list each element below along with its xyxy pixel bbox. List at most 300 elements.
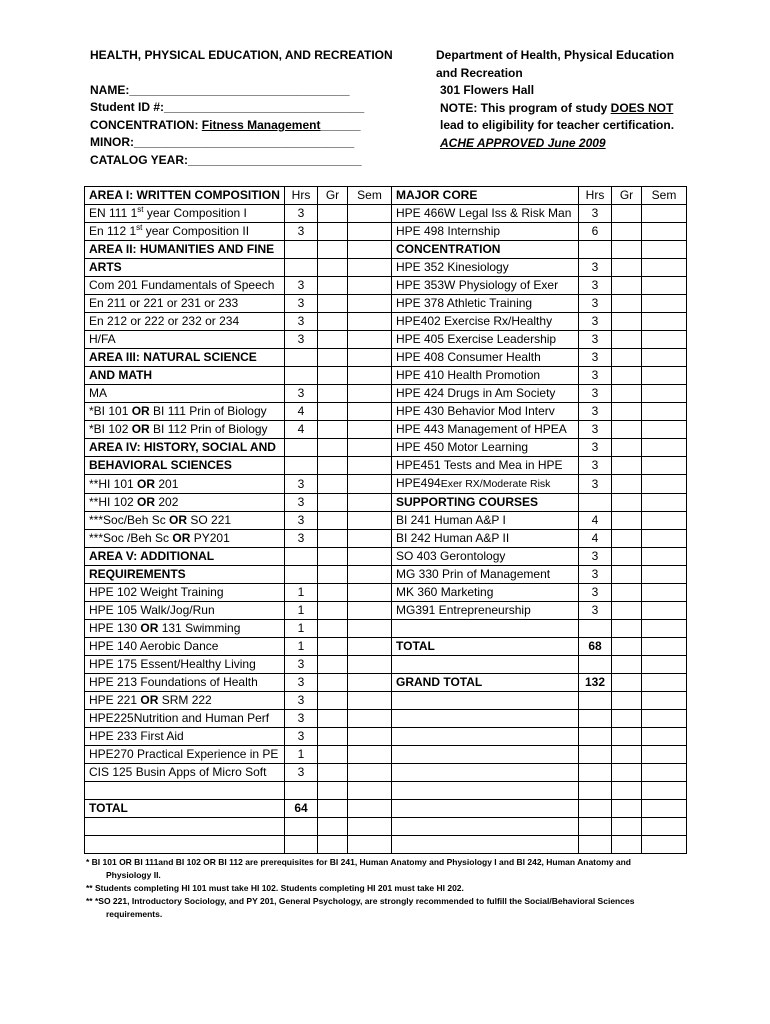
left-hours-cell: 3 bbox=[285, 475, 318, 494]
left-course-name: AREA III: NATURAL SCIENCE bbox=[89, 350, 257, 364]
left-hours-cell: 3 bbox=[285, 385, 318, 403]
right-course-name: TOTAL bbox=[396, 639, 435, 653]
left-semester-cell bbox=[348, 241, 392, 259]
right-course-cell bbox=[392, 728, 579, 746]
left-semester-cell bbox=[348, 403, 392, 421]
right-course-cell bbox=[392, 566, 579, 584]
right-course-cell bbox=[392, 818, 579, 836]
left-grade-cell bbox=[318, 584, 348, 602]
left-grade-cell bbox=[318, 205, 348, 223]
left-course-name-tail: 201 bbox=[155, 476, 179, 491]
right-course-cell bbox=[392, 277, 579, 295]
left-hours-cell: 3 bbox=[285, 674, 318, 692]
right-hours-cell bbox=[579, 620, 612, 638]
table-row bbox=[85, 836, 687, 854]
left-course-name-tail: year Composition II bbox=[142, 224, 250, 238]
left-hours-cell: 3 bbox=[285, 295, 318, 313]
left-course-name: BEHAVIORAL SCIENCES bbox=[89, 458, 232, 472]
right-semester-cell bbox=[642, 674, 687, 692]
right-semester-cell bbox=[642, 349, 687, 367]
right-grade-cell bbox=[612, 331, 642, 349]
concentration-tail: ______ bbox=[320, 117, 361, 132]
left-course-cell bbox=[85, 475, 285, 494]
left-semester-cell bbox=[348, 620, 392, 638]
table-row bbox=[85, 421, 687, 439]
left-hours-cell: 3 bbox=[285, 277, 318, 295]
left-hours-cell: 4 bbox=[285, 421, 318, 439]
right-grade-cell bbox=[612, 674, 642, 692]
left-course-or: OR bbox=[131, 404, 150, 418]
right-grade-cell bbox=[612, 548, 642, 566]
left-hours-cell: 3 bbox=[285, 656, 318, 674]
left-course-cell bbox=[85, 205, 285, 223]
right-course-cell bbox=[392, 494, 579, 512]
right-course-name: HPE 443 Management of HPEA bbox=[396, 422, 567, 436]
left-course-name: AND MATH bbox=[89, 368, 153, 382]
left-grade-cell bbox=[318, 692, 348, 710]
right-semester-cell bbox=[642, 277, 687, 295]
right-grade-cell bbox=[612, 782, 642, 800]
left-course-name: *BI 101 bbox=[89, 404, 132, 418]
concentration-line bbox=[90, 117, 420, 135]
table-row bbox=[85, 367, 687, 385]
left-semester-cell bbox=[348, 475, 392, 494]
left-course-name: EN 111 1 bbox=[89, 206, 138, 220]
left-grade-cell bbox=[318, 349, 348, 367]
left-course-cell bbox=[85, 836, 285, 854]
table-row bbox=[85, 782, 687, 800]
gr-column-header: Gr bbox=[318, 187, 348, 205]
left-hours-cell: 3 bbox=[285, 692, 318, 710]
left-grade-cell bbox=[318, 656, 348, 674]
right-semester-cell bbox=[642, 475, 687, 494]
left-semester-cell bbox=[348, 782, 392, 800]
right-semester-cell bbox=[642, 403, 687, 421]
left-course-name: **HI 101 bbox=[89, 476, 138, 491]
left-course-name: AREA IV: HISTORY, SOCIAL AND bbox=[89, 440, 276, 454]
right-hours-cell bbox=[579, 656, 612, 674]
gr-column-header-right: Gr bbox=[612, 187, 642, 205]
left-grade-cell bbox=[318, 457, 348, 475]
table-row bbox=[85, 548, 687, 566]
right-grade-cell bbox=[612, 403, 642, 421]
table-row bbox=[85, 223, 687, 241]
left-hours-cell: 1 bbox=[285, 638, 318, 656]
right-grade-cell bbox=[612, 512, 642, 530]
left-course-name: AREA V: ADDITIONAL bbox=[89, 549, 215, 563]
left-semester-cell bbox=[348, 602, 392, 620]
right-grade-cell bbox=[612, 295, 642, 313]
right-semester-cell bbox=[642, 494, 687, 512]
left-semester-cell bbox=[348, 259, 392, 277]
table-row bbox=[85, 277, 687, 295]
hrs-column-header-right: Hrs bbox=[579, 187, 612, 205]
left-course-name: *BI 102 bbox=[89, 422, 132, 436]
left-course-cell bbox=[85, 602, 285, 620]
footnote-social-sciences: ** *SO 221, Introductory Sociology, and PY 201, General Psychology, are strongly recommended to fulfill the Social/Behavioral Sciences bbox=[86, 896, 635, 906]
right-semester-cell bbox=[642, 710, 687, 728]
right-hours-cell bbox=[579, 800, 612, 818]
left-semester-cell bbox=[348, 277, 392, 295]
right-hours-cell: 3 bbox=[579, 439, 612, 457]
left-course-cell bbox=[85, 385, 285, 403]
left-hours-cell bbox=[285, 566, 318, 584]
right-course-cell bbox=[392, 782, 579, 800]
left-course-cell bbox=[85, 566, 285, 584]
right-course-name: HPE402 Exercise Rx/Healthy bbox=[396, 314, 553, 328]
left-course-cell bbox=[85, 746, 285, 764]
right-hours-cell: 3 bbox=[579, 548, 612, 566]
table-row bbox=[85, 566, 687, 584]
left-hours-cell: 3 bbox=[285, 494, 318, 512]
left-semester-cell bbox=[348, 818, 392, 836]
right-course-name: HPE 353W Physiology of Exer bbox=[396, 278, 559, 292]
left-course-cell bbox=[85, 295, 285, 313]
footnote-prerequisites: * BI 101 OR BI 111and BI 102 OR BI 112 are prerequisites for BI 241, Human Anatomy and Physiology I and BI 242, Human Anatomy and bbox=[86, 857, 631, 867]
left-course-cell bbox=[85, 530, 285, 548]
left-course-or: OR bbox=[169, 513, 188, 527]
right-semester-cell bbox=[642, 530, 687, 548]
right-hours-cell bbox=[579, 818, 612, 836]
left-course-name: HPE 213 Foundations of Health bbox=[89, 675, 258, 689]
left-hours-cell: 3 bbox=[285, 223, 318, 241]
right-grade-cell bbox=[612, 800, 642, 818]
left-course-name: AREA II: HUMANITIES AND FINE bbox=[89, 242, 275, 256]
table-row bbox=[85, 710, 687, 728]
right-semester-cell bbox=[642, 692, 687, 710]
right-grade-cell bbox=[612, 313, 642, 331]
left-course-cell bbox=[85, 656, 285, 674]
note-line-1 bbox=[436, 100, 736, 118]
right-hours-cell bbox=[579, 692, 612, 710]
right-course-name: HPE 450 Motor Learning bbox=[396, 440, 529, 454]
right-course-name: HPE 424 Drugs in Am Society bbox=[396, 386, 556, 400]
right-semester-cell bbox=[642, 223, 687, 241]
right-grade-cell bbox=[612, 494, 642, 512]
right-course-name: MK 360 Marketing bbox=[396, 585, 494, 599]
left-course-or: OR bbox=[131, 422, 150, 436]
left-course-cell bbox=[85, 367, 285, 385]
table-row bbox=[85, 494, 687, 512]
right-course-cell bbox=[392, 259, 579, 277]
left-course-name: H/FA bbox=[89, 332, 116, 346]
table-row bbox=[85, 205, 687, 223]
left-grade-cell bbox=[318, 475, 348, 494]
header-right bbox=[436, 47, 736, 153]
left-course-cell bbox=[85, 277, 285, 295]
left-hours-cell bbox=[285, 349, 318, 367]
left-semester-cell bbox=[348, 836, 392, 854]
right-hours-cell bbox=[579, 494, 612, 512]
table-row bbox=[85, 764, 687, 782]
table-row bbox=[85, 439, 687, 457]
table-row bbox=[85, 331, 687, 349]
left-course-cell bbox=[85, 710, 285, 728]
note-emphasis: DOES NOT bbox=[610, 100, 674, 115]
right-hours-cell: 3 bbox=[579, 313, 612, 331]
left-hours-cell: 64 bbox=[285, 800, 318, 818]
left-course-cell bbox=[85, 584, 285, 602]
right-grade-cell bbox=[612, 530, 642, 548]
right-grade-cell bbox=[612, 584, 642, 602]
table-row bbox=[85, 457, 687, 475]
left-course-cell bbox=[85, 223, 285, 241]
right-grade-cell bbox=[612, 746, 642, 764]
right-hours-cell: 4 bbox=[579, 530, 612, 548]
hrs-column-header: Hrs bbox=[285, 187, 318, 205]
concentration-value: Fitness Management bbox=[201, 117, 321, 132]
right-semester-cell bbox=[642, 259, 687, 277]
right-semester-cell bbox=[642, 602, 687, 620]
right-grade-cell bbox=[612, 638, 642, 656]
left-grade-cell bbox=[318, 530, 348, 548]
left-course-cell bbox=[85, 764, 285, 782]
right-hours-cell: 3 bbox=[579, 295, 612, 313]
left-semester-cell bbox=[348, 710, 392, 728]
left-grade-cell bbox=[318, 548, 348, 566]
left-grade-cell bbox=[318, 800, 348, 818]
right-hours-cell: 3 bbox=[579, 584, 612, 602]
left-course-name-tail: 131 Swimming bbox=[158, 621, 241, 635]
footnotes bbox=[86, 856, 686, 921]
right-hours-cell: 3 bbox=[579, 385, 612, 403]
left-semester-cell bbox=[348, 512, 392, 530]
table-row bbox=[85, 295, 687, 313]
left-semester-cell bbox=[348, 349, 392, 367]
right-course-name: BI 241 Human A&P I bbox=[396, 513, 506, 527]
right-hours-cell: 3 bbox=[579, 421, 612, 439]
left-course-cell bbox=[85, 512, 285, 530]
left-hours-cell bbox=[285, 259, 318, 277]
left-course-name: En 212 or 222 or 232 or 234 bbox=[89, 314, 240, 328]
right-course-cell bbox=[392, 584, 579, 602]
right-course-name: HPE 466W Legal Iss & Risk Man bbox=[396, 206, 572, 220]
note-prefix: NOTE: This program of study bbox=[440, 100, 611, 115]
left-semester-cell bbox=[348, 692, 392, 710]
left-course-name: HPE 221 bbox=[89, 693, 141, 707]
left-semester-cell bbox=[348, 764, 392, 782]
right-hours-cell bbox=[579, 728, 612, 746]
left-semester-cell bbox=[348, 439, 392, 457]
left-course-cell bbox=[85, 331, 285, 349]
right-course-name: MG 330 Prin of Management bbox=[396, 567, 551, 581]
right-course-name: BI 242 Human A&P II bbox=[396, 531, 510, 545]
table-row bbox=[85, 746, 687, 764]
table-row bbox=[85, 620, 687, 638]
right-grade-cell bbox=[612, 223, 642, 241]
right-course-cell bbox=[392, 710, 579, 728]
right-course-cell bbox=[392, 349, 579, 367]
right-course-cell bbox=[392, 800, 579, 818]
right-grade-cell bbox=[612, 241, 642, 259]
left-semester-cell bbox=[348, 548, 392, 566]
right-semester-cell bbox=[642, 457, 687, 475]
left-grade-cell bbox=[318, 602, 348, 620]
right-grade-cell bbox=[612, 475, 642, 494]
left-course-name: En 112 1 bbox=[89, 224, 137, 238]
right-course-name: MG391 Entrepreneurship bbox=[396, 603, 531, 617]
right-hours-cell: 68 bbox=[579, 638, 612, 656]
left-grade-cell bbox=[318, 439, 348, 457]
left-course-name: HPE 175 Essent/Healthy Living bbox=[89, 657, 256, 671]
left-course-or: OR bbox=[140, 621, 159, 635]
left-course-name: CIS 125 Busin Apps of Micro Soft bbox=[89, 765, 267, 779]
left-semester-cell bbox=[348, 530, 392, 548]
left-grade-cell bbox=[318, 277, 348, 295]
left-hours-cell bbox=[285, 548, 318, 566]
left-course-name: HPE225Nutrition and Human Perf bbox=[89, 711, 270, 725]
left-course-or: OR bbox=[137, 495, 156, 509]
left-course-name: MA bbox=[89, 386, 107, 400]
left-hours-cell bbox=[285, 367, 318, 385]
left-semester-cell bbox=[348, 295, 392, 313]
left-course-cell bbox=[85, 457, 285, 475]
right-grade-cell bbox=[612, 566, 642, 584]
left-course-name: ARTS bbox=[89, 260, 122, 274]
right-semester-cell bbox=[642, 728, 687, 746]
right-semester-cell bbox=[642, 313, 687, 331]
table-row bbox=[85, 674, 687, 692]
right-semester-cell bbox=[642, 512, 687, 530]
left-grade-cell bbox=[318, 764, 348, 782]
left-course-cell bbox=[85, 800, 285, 818]
left-course-name: REQUIREMENTS bbox=[89, 567, 186, 581]
left-course-name: HPE 140 Aerobic Dance bbox=[89, 639, 219, 653]
left-grade-cell bbox=[318, 241, 348, 259]
left-course-cell bbox=[85, 259, 285, 277]
right-semester-cell bbox=[642, 656, 687, 674]
right-course-name: HPE 430 Behavior Mod Interv bbox=[396, 404, 555, 418]
right-semester-cell bbox=[642, 836, 687, 854]
left-grade-cell bbox=[318, 512, 348, 530]
right-semester-cell bbox=[642, 782, 687, 800]
left-course-name: HPE 233 First Aid bbox=[89, 729, 184, 743]
footnote-social-sciences-cont: requirements. bbox=[106, 909, 163, 919]
left-semester-cell bbox=[348, 421, 392, 439]
right-grade-cell bbox=[612, 259, 642, 277]
right-semester-cell bbox=[642, 638, 687, 656]
footnote-prerequisites-cont: Physiology II. bbox=[106, 870, 161, 880]
left-hours-cell bbox=[285, 836, 318, 854]
sem-column-header-right: Sem bbox=[642, 187, 687, 205]
student-id-line: Student ID #:______________________________ bbox=[90, 100, 365, 115]
table-row bbox=[85, 602, 687, 620]
left-course-cell bbox=[85, 638, 285, 656]
right-course-name: CONCENTRATION bbox=[396, 242, 501, 256]
right-course-name: HPE 378 Athletic Training bbox=[396, 296, 533, 310]
right-grade-cell bbox=[612, 692, 642, 710]
right-semester-cell bbox=[642, 439, 687, 457]
left-grade-cell bbox=[318, 295, 348, 313]
right-hours-cell: 6 bbox=[579, 223, 612, 241]
right-grade-cell bbox=[612, 439, 642, 457]
left-course-name-tail: year Composition I bbox=[143, 206, 247, 220]
left-hours-cell bbox=[285, 241, 318, 259]
left-course-name-tail: BI 111 Prin of Biology bbox=[149, 404, 267, 418]
right-hours-cell: 4 bbox=[579, 512, 612, 530]
right-course-name: HPE 405 Exercise Leadership bbox=[396, 332, 557, 346]
left-grade-cell bbox=[318, 385, 348, 403]
right-hours-cell: 3 bbox=[579, 349, 612, 367]
right-course-cell bbox=[392, 421, 579, 439]
left-hours-cell: 1 bbox=[285, 602, 318, 620]
right-grade-cell bbox=[612, 367, 642, 385]
right-course-cell bbox=[392, 403, 579, 421]
header-left bbox=[90, 47, 420, 170]
left-course-cell bbox=[85, 439, 285, 457]
left-course-cell bbox=[85, 421, 285, 439]
left-hours-cell: 3 bbox=[285, 512, 318, 530]
right-grade-cell bbox=[612, 457, 642, 475]
left-semester-cell bbox=[348, 313, 392, 331]
left-course-cell bbox=[85, 620, 285, 638]
left-course-or: OR bbox=[172, 531, 191, 545]
right-hours-cell: 3 bbox=[579, 602, 612, 620]
right-grade-cell bbox=[612, 349, 642, 367]
table-row bbox=[85, 638, 687, 656]
right-grade-cell bbox=[612, 710, 642, 728]
right-course-cell bbox=[392, 512, 579, 530]
left-course-name-tail: BI 112 Prin of Biology bbox=[149, 422, 268, 436]
left-grade-cell bbox=[318, 710, 348, 728]
left-grade-cell bbox=[318, 620, 348, 638]
left-semester-cell bbox=[348, 331, 392, 349]
right-hours-cell: 3 bbox=[579, 205, 612, 223]
left-course-name: Com 201 Fundamentals of Speech bbox=[89, 278, 275, 292]
right-hours-cell: 3 bbox=[579, 475, 612, 494]
left-course-or: OR bbox=[140, 693, 159, 707]
table-row bbox=[85, 728, 687, 746]
right-hours-cell bbox=[579, 764, 612, 782]
left-semester-cell bbox=[348, 674, 392, 692]
right-grade-cell bbox=[612, 385, 642, 403]
form-title: HEALTH, PHYSICAL EDUCATION, AND RECREATION bbox=[90, 48, 393, 62]
left-hours-cell: 4 bbox=[285, 403, 318, 421]
right-course-cell bbox=[392, 457, 579, 475]
left-course-name: TOTAL bbox=[89, 801, 128, 815]
right-semester-cell bbox=[642, 421, 687, 439]
left-semester-cell bbox=[348, 746, 392, 764]
left-semester-cell bbox=[348, 638, 392, 656]
footnote-history: ** Students completing HI 101 must take HI 102. Students completing HI 201 must take HI 202. bbox=[86, 883, 464, 893]
left-grade-cell bbox=[318, 566, 348, 584]
right-semester-cell bbox=[642, 764, 687, 782]
left-grade-cell bbox=[318, 259, 348, 277]
right-semester-cell bbox=[642, 800, 687, 818]
left-section-header: AREA I: WRITTEN COMPOSITION bbox=[85, 187, 285, 205]
catalog-year-line: CATALOG YEAR:__________________________ bbox=[90, 152, 362, 167]
right-course-name: HPE451 Tests and Mea in HPE bbox=[396, 458, 563, 472]
left-semester-cell bbox=[348, 800, 392, 818]
right-course-cell bbox=[392, 764, 579, 782]
left-grade-cell bbox=[318, 223, 348, 241]
right-course-name: HPE 352 Kinesiology bbox=[396, 260, 509, 274]
right-grade-cell bbox=[612, 421, 642, 439]
left-grade-cell bbox=[318, 782, 348, 800]
table-row bbox=[85, 530, 687, 548]
right-course-cell bbox=[392, 331, 579, 349]
right-semester-cell bbox=[642, 548, 687, 566]
right-course-name: GRAND TOTAL bbox=[396, 675, 483, 689]
table-row bbox=[85, 656, 687, 674]
right-course-cell bbox=[392, 692, 579, 710]
left-semester-cell bbox=[348, 223, 392, 241]
right-course-cell bbox=[392, 674, 579, 692]
left-hours-cell: 3 bbox=[285, 313, 318, 331]
right-grade-cell bbox=[612, 205, 642, 223]
right-course-cell bbox=[392, 548, 579, 566]
left-course-cell bbox=[85, 818, 285, 836]
